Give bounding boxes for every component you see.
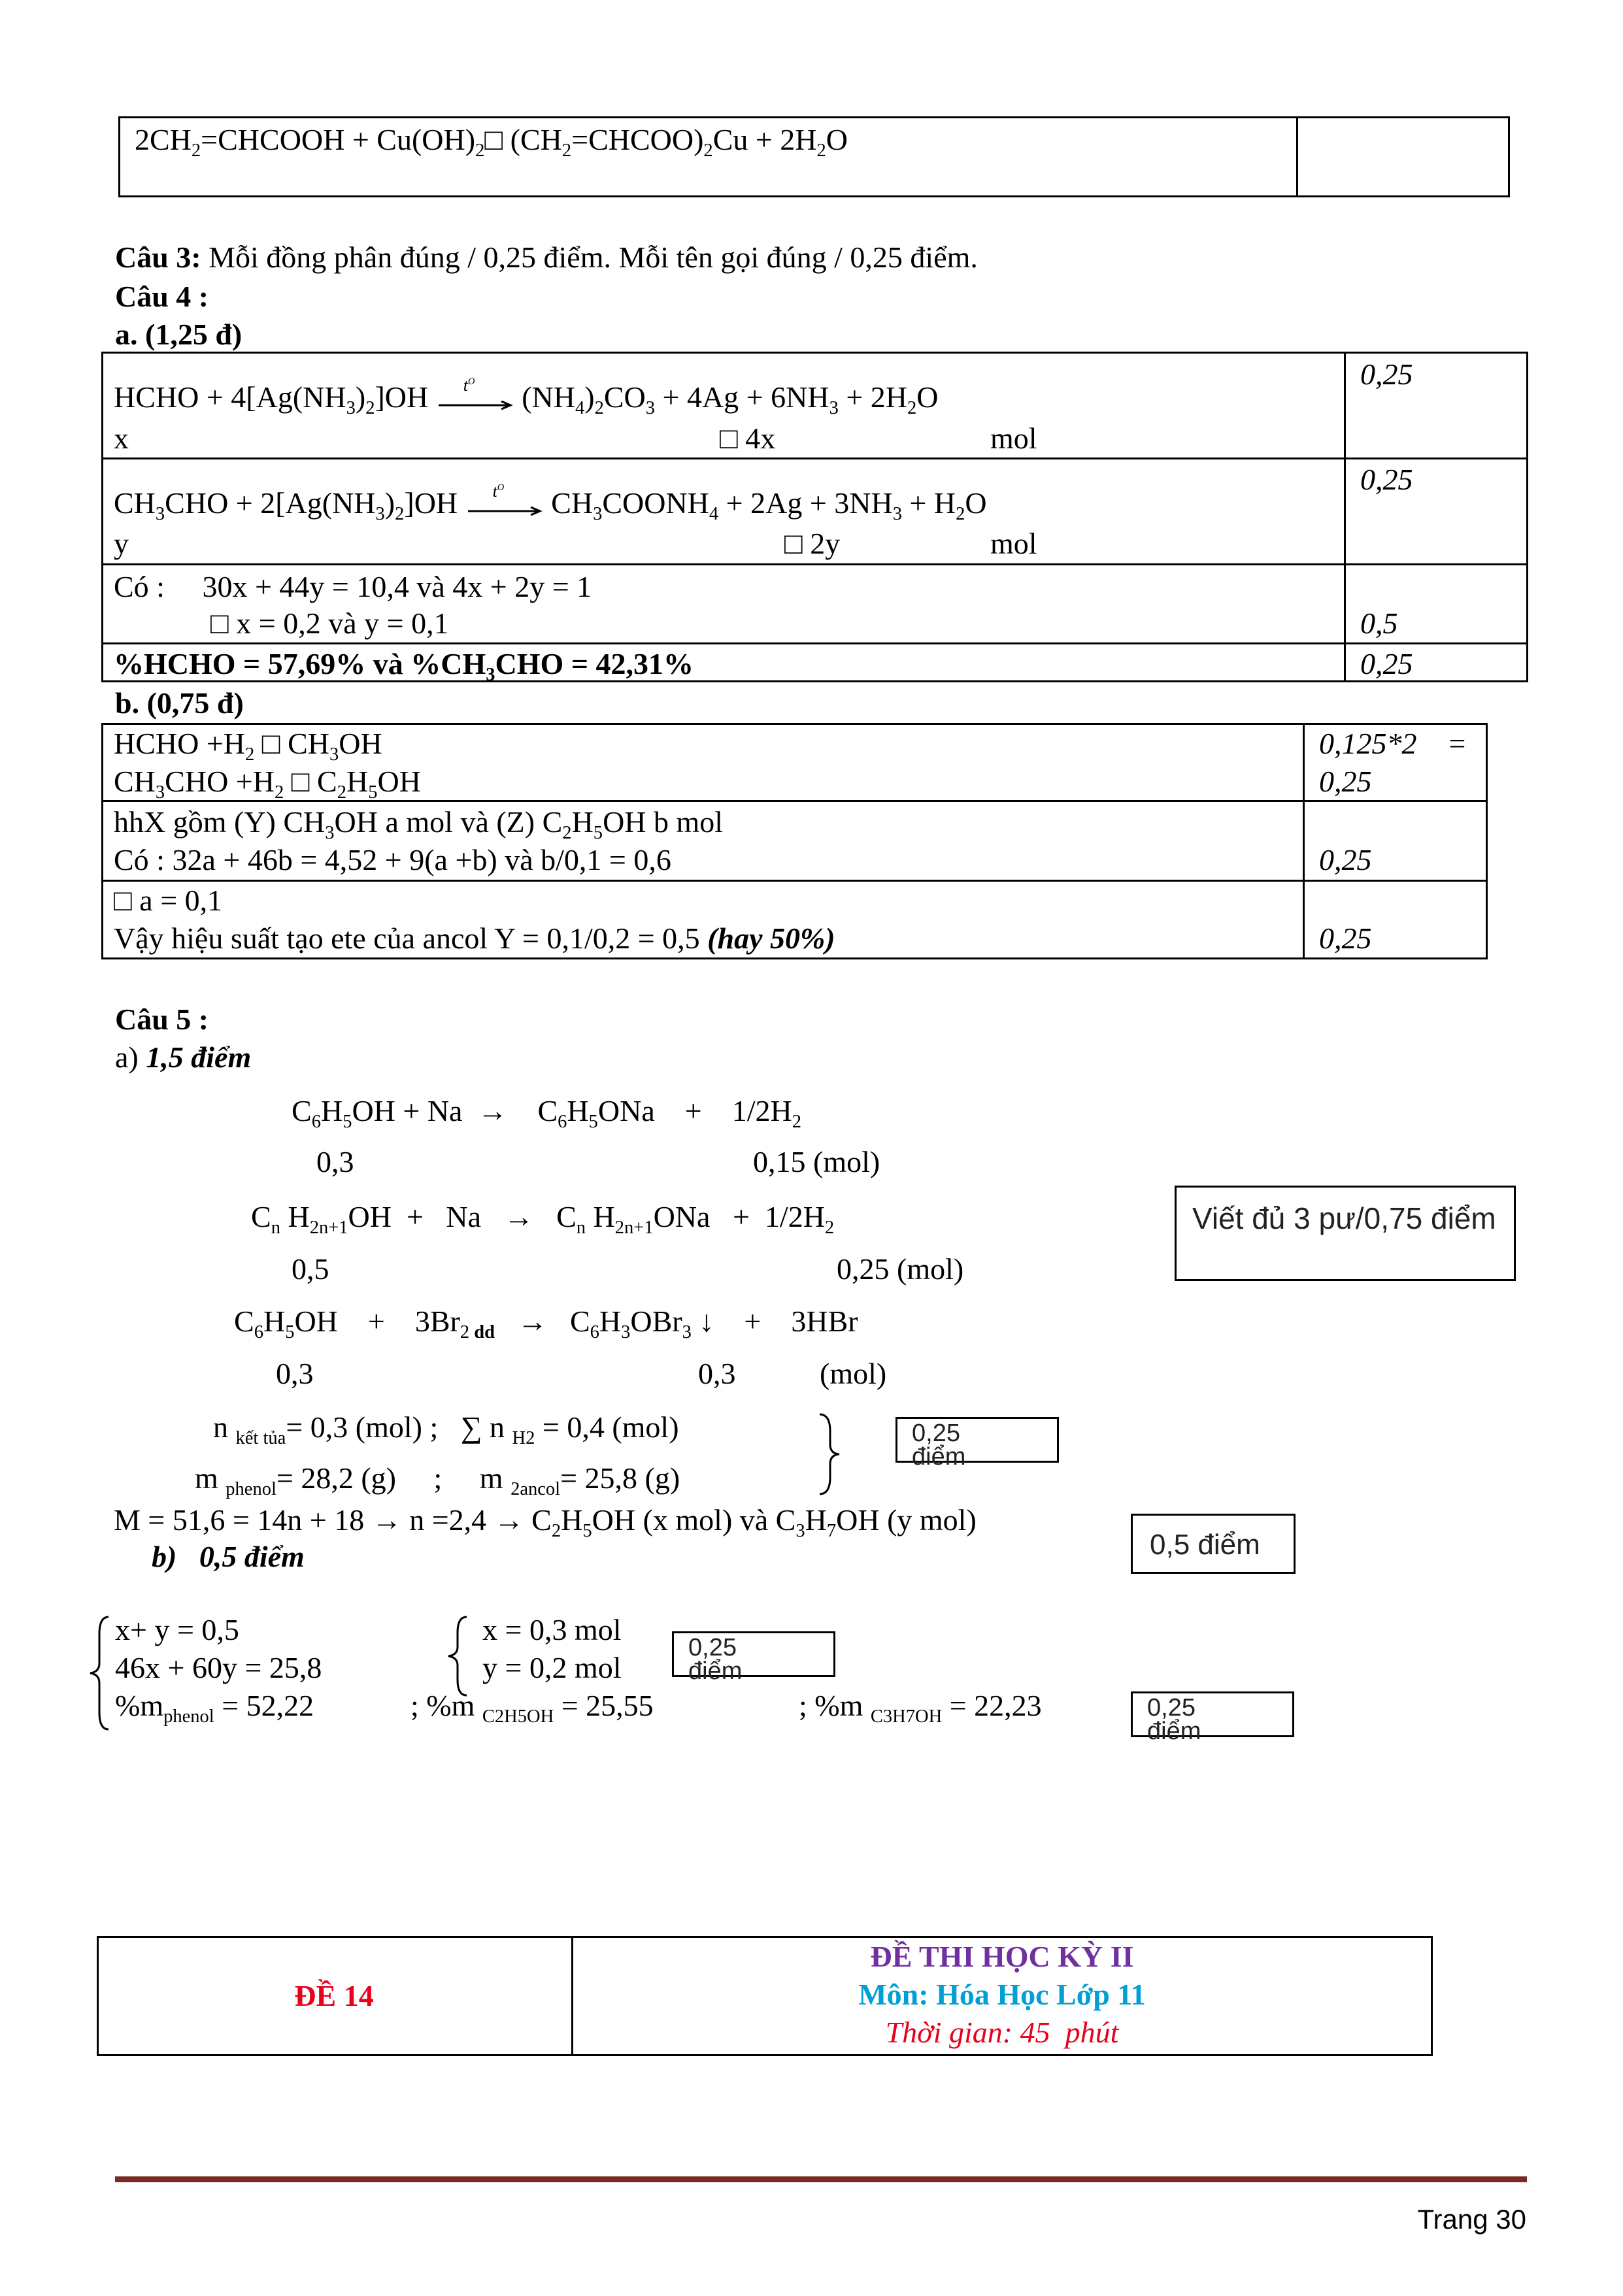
cau5-reaction-2: $C_n$ $H_{2n+1}OH + Na \to C_n$ $H_{2n+1}ONa + 1/2H_2$ [251,1200,835,1238]
cau5-sys-1: x+ y = 0,5 [115,1613,239,1646]
left-brace-icon [86,1614,112,1732]
cau5-r1-mol-right: 0,15 (mol) [753,1145,880,1178]
cau5-reaction-3: $C_6H_5OH$ + $3Br_{2 dd} \to C_6H_3OBr_3$ ↓ + 3HBr [234,1305,858,1342]
cau4-b-reaction-1: HCHO $+H_2$ □ $CH_3OH$ [114,727,382,765]
cau4-a-reaction-1: HCHO + $4[Ag(NH_3)_2]OH$ $t^O$ $(NH_4)_2CO_3 + 4Ag + 6NH_3 + 2H_2O$ [114,376,939,418]
cau4-b-score-1b: 0,25 [1319,765,1372,798]
cau5-r2-mol-left: 0,5 [292,1252,329,1286]
cau5-m-line: m $_{phenol}$= 28,2 (g) ; m $_{2ancol}$= 25,8 (g) [195,1461,680,1499]
cau4-table-b-row-line [101,880,1488,882]
cau5-result-x: x = 0,3 mol [482,1613,622,1646]
cau4-b-equation: Có : 32a + 46b = 4,52 + 9(a +b) và b/0,1 = 0,6 [114,843,671,876]
cau4-table-a-row-line [101,563,1528,565]
cau4-a-mol-4x: □ 4x [720,422,776,455]
cau4-a-equations: Có : 30x + 44y = 10,4 và 4x + 2y = 1 [114,570,592,603]
heat-arrow-icon: $t^O$ [436,385,514,415]
exam-subject: Môn: Hóa Học Lớp 11 [858,1978,1146,2011]
right-brace-icon [817,1412,843,1497]
cau4-a-mol-y: y [114,527,129,560]
score-box-reactions: Viết đủ 3 pư/0,75 điểm [1175,1186,1516,1281]
cau4-a-score-1: 0,25 [1360,358,1413,391]
cau4-table-b-divider [1303,723,1305,959]
cau4-a-score-4: 0,25 [1360,647,1413,680]
cau4-table-a-divider [1344,352,1346,682]
cau4-a-mol-unit: mol [990,527,1037,560]
cau4-part-b: b. (0,75 đ) [115,686,244,720]
cau5-heading: Câu 5 : [115,1003,209,1036]
cau4-b-score-2: 0,25 [1319,843,1372,876]
cau5-n-line: n $_{kết tủa}$= 0,3 (mol) ; ∑ n $_{H2}$ = 0,4 (mol) [213,1410,679,1448]
cau5-part-a: a) 1,5 điểm [115,1040,252,1074]
cau5-reaction-1: $C_6H_5OH + Na$ → $C_6H_5ONa$ + $1/2H_2$ [292,1094,801,1132]
cau4-b-mixture: hhX gồm (Y) $CH_3OH$ a mol và (Z) $C_2H_5OH$ b mol [114,805,724,843]
cau3-line: Câu 3: Mỗi đồng phân đúng / 0,25 điểm. Mỗi tên gọi đúng / 0,25 điểm. [115,241,978,274]
cau5-result-y: y = 0,2 mol [482,1651,622,1684]
heat-arrow-icon: $t^O$ [465,491,544,521]
cau5-r2-mol-right: 0,25 (mol) [837,1252,964,1286]
score-box-025-c: 0,25 điểm [1131,1691,1294,1737]
cau5-pct-c2h5oh: ; %m $_{C2H5OH}$ = 25,55 [410,1689,654,1727]
cau4-table-a-row-line [101,642,1528,644]
cau5-pct-c3h7oh: ; %m $_{C3H7OH}$ = 22,23 [799,1689,1042,1727]
exam-title: ĐỀ THI HỌC KỲ II [870,1940,1134,1973]
exam-time: Thời gian: 45 phút [885,2016,1119,2049]
cau4-b-score-3: 0,25 [1319,922,1372,955]
cau4-b-reaction-2: $CH_3CHO +H_2$ □ $C_2H_5OH$ [114,765,421,803]
score-box-025-b: 0,25 điểm [672,1631,835,1677]
cau5-M-line: $M = 51,6 = 14n + 18 \to n =2,4 \to C_2H_5OH$ (x mol) và $C_3H_7OH$ (y mol) [114,1503,977,1541]
top-reaction-equation: $2CH_2=CHCOOH$ + $Cu(OH)_2□$ $(CH_2=CHCOO)_2Cu + 2H_2O$ [135,123,848,161]
exam-code: ĐỀ 14 [294,1979,374,2012]
cau4-a-score-2: 0,25 [1360,463,1413,496]
cau5-part-b: b) 0,5 điểm [152,1540,305,1573]
cau4-part-a: a. (1,25 đ) [115,318,243,351]
cau4-b-solution: □ a = 0,1 [114,884,223,917]
cau4-a-score-3: 0,5 [1360,607,1398,640]
score-box-05: 0,5 điểm [1131,1514,1296,1574]
cau4-table-a-row-line [101,458,1528,459]
cau5-r1-mol-left: 0,3 [316,1145,354,1178]
footer-rule [115,2176,1527,2182]
cau4-a-mol-unit: mol [990,422,1037,455]
cau4-a-mol-x: x [114,422,129,455]
cau4-b-yield: Vậy hiệu suất tạo ete của ancol Y = 0,1/0,2 = 0,5 (hay 50%) [114,922,835,955]
cau4-heading: Câu 4 : [115,280,209,313]
cau5-r3-mol-right: (mol) [820,1357,887,1390]
cau4-a-result: %HCHO = 57,69% và $\%CH_3CHO = 42,31\%$ [114,647,694,685]
cau5-pct-phenol: $\%m_{phenol} = 52,22$ [115,1689,314,1727]
cau5-sys-2: 46x + 60y = 25,8 [115,1651,322,1684]
cau4-a-mol-2y: □ 2y [784,527,841,560]
cau4-b-score-1: 0,125*2 = [1319,727,1467,760]
score-box-025-a: 0,25 điểm [895,1417,1059,1463]
top-table-divider [1296,116,1298,197]
left-brace-icon [444,1614,471,1699]
cau5-r3-mol-mid: 0,3 [698,1357,736,1390]
cau4-a-solution: □ x = 0,2 và y = 0,1 [210,607,449,640]
cau4-a-reaction-2: $CH_3CHO + 2[Ag(NH_3)_2]OH$ $t^O$ $CH_3COONH_4 + 2Ag + 3NH_3 + H_2O$ [114,482,987,524]
cau5-r3-mol-left: 0,3 [276,1357,314,1390]
page-number: Trang 30 [1417,2204,1526,2235]
cau4-table-b-row-line [101,800,1488,802]
